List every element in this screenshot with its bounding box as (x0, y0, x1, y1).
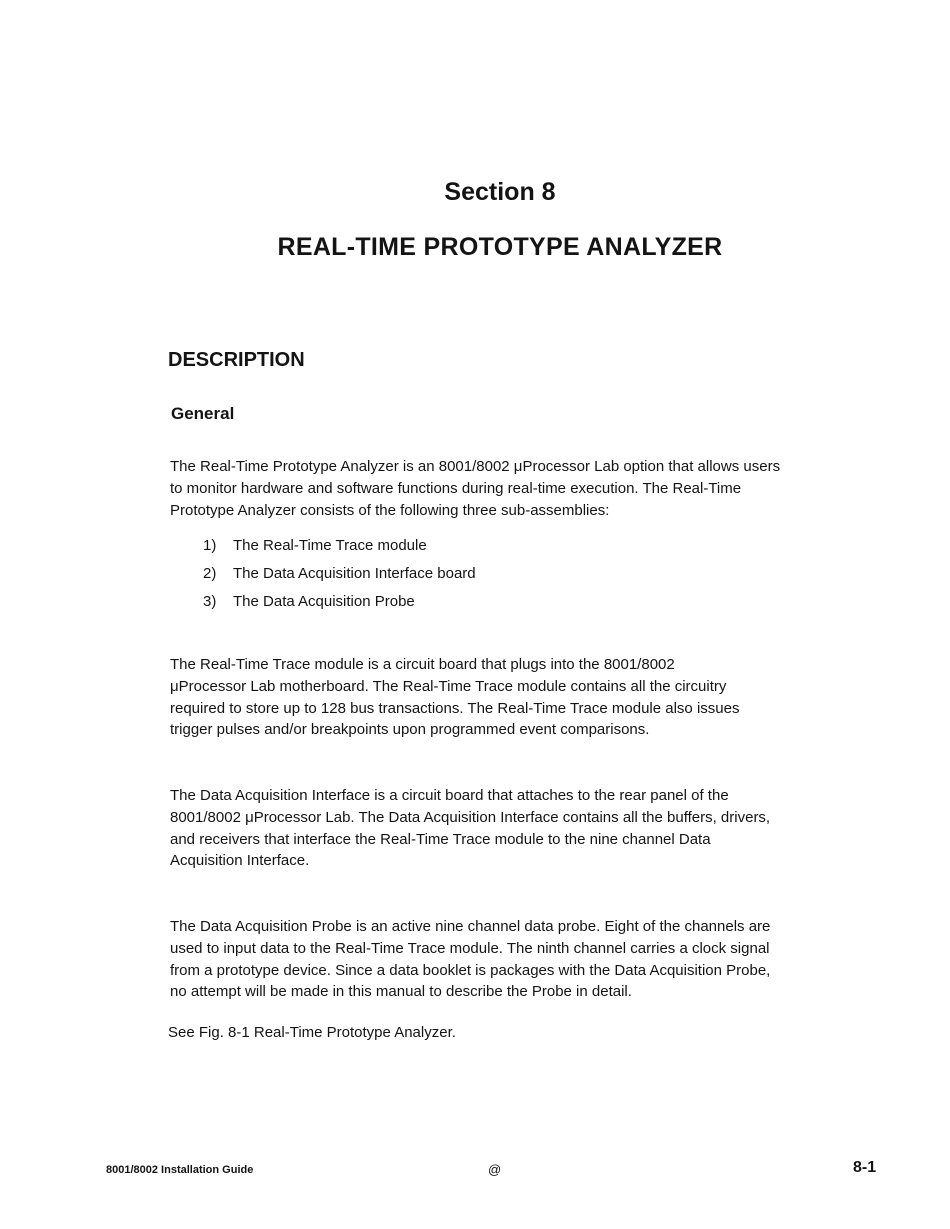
paragraph-line: used to input data to the Real-Time Trace module. The ninth channel carries a clock signal (170, 939, 770, 957)
general-subheading: General (171, 404, 235, 423)
footer-document-title: 8001/8002 Installation Guide (106, 1164, 254, 1176)
paragraph-line: The Real-Time Prototype Analyzer is an 8001/8002 μProcessor Lab option that allows users (170, 458, 781, 475)
list-text: The Data Acquisition Probe (233, 593, 415, 610)
page-number: 8-1 (853, 1159, 877, 1176)
subassembly-list (203, 535, 476, 619)
paragraph-line: to monitor hardware and software functions during real-time execution. The Real-Time (170, 479, 742, 497)
figure-reference: See Fig. 8-1 Real-Time Prototype Analyzer. (168, 1024, 456, 1041)
paragraph-line: from a prototype device. Since a data booklet is packages with the Data Acquisition Probe, (170, 961, 771, 979)
list-text: The Real-Time Trace module (233, 537, 427, 554)
paragraph-line: trigger pulses and/or breakpoints upon programmed event comparisons. (170, 721, 650, 739)
list-number: 1) (203, 537, 217, 554)
paragraph-line: and receivers that interface the Real-Time Trace module to the nine channel Data (170, 830, 711, 848)
chapter-title: REAL-TIME PROTOTYPE ANALYZER (277, 233, 723, 261)
paragraph-line: The Data Acquisition Probe is an active nine channel data probe. Eight of the channels are (170, 918, 771, 935)
paragraph-line: μProcessor Lab motherboard. The Real-Time Trace module contains all the circuitry (170, 677, 727, 695)
paragraph-line: The Data Acquisition Interface is a circuit board that attaches to the rear panel of the (170, 787, 729, 804)
paragraph-line: required to store up to 128 bus transactions. The Real-Time Trace module also issues (170, 699, 740, 717)
intro-paragraph (170, 456, 850, 521)
list-number: 3) (203, 593, 217, 610)
paragraph-line: Prototype Analyzer consists of the following three sub-assemblies: (170, 501, 610, 519)
list-item (203, 535, 476, 563)
paragraph-line: Acquisition Interface. (170, 852, 310, 870)
probe-paragraph (170, 916, 850, 1003)
paragraph-line: no attempt will be made in this manual to describe the Probe in detail. (170, 983, 632, 1001)
list-item (203, 591, 476, 619)
list-text: The Data Acquisition Interface board (233, 565, 476, 582)
description-heading: DESCRIPTION (168, 349, 305, 371)
section-number: Section 8 (444, 178, 556, 206)
list-item (203, 563, 476, 591)
paragraph-line: 8001/8002 μProcessor Lab. The Data Acquisition Interface contains all the buffers, drivers, (170, 808, 771, 826)
list-number: 2) (203, 565, 217, 582)
footer-mark: @ (488, 1162, 502, 1177)
trace-module-paragraph (170, 654, 850, 741)
interface-paragraph (170, 785, 850, 872)
paragraph-line: The Real-Time Trace module is a circuit board that plugs into the 8001/8002 (170, 656, 675, 673)
